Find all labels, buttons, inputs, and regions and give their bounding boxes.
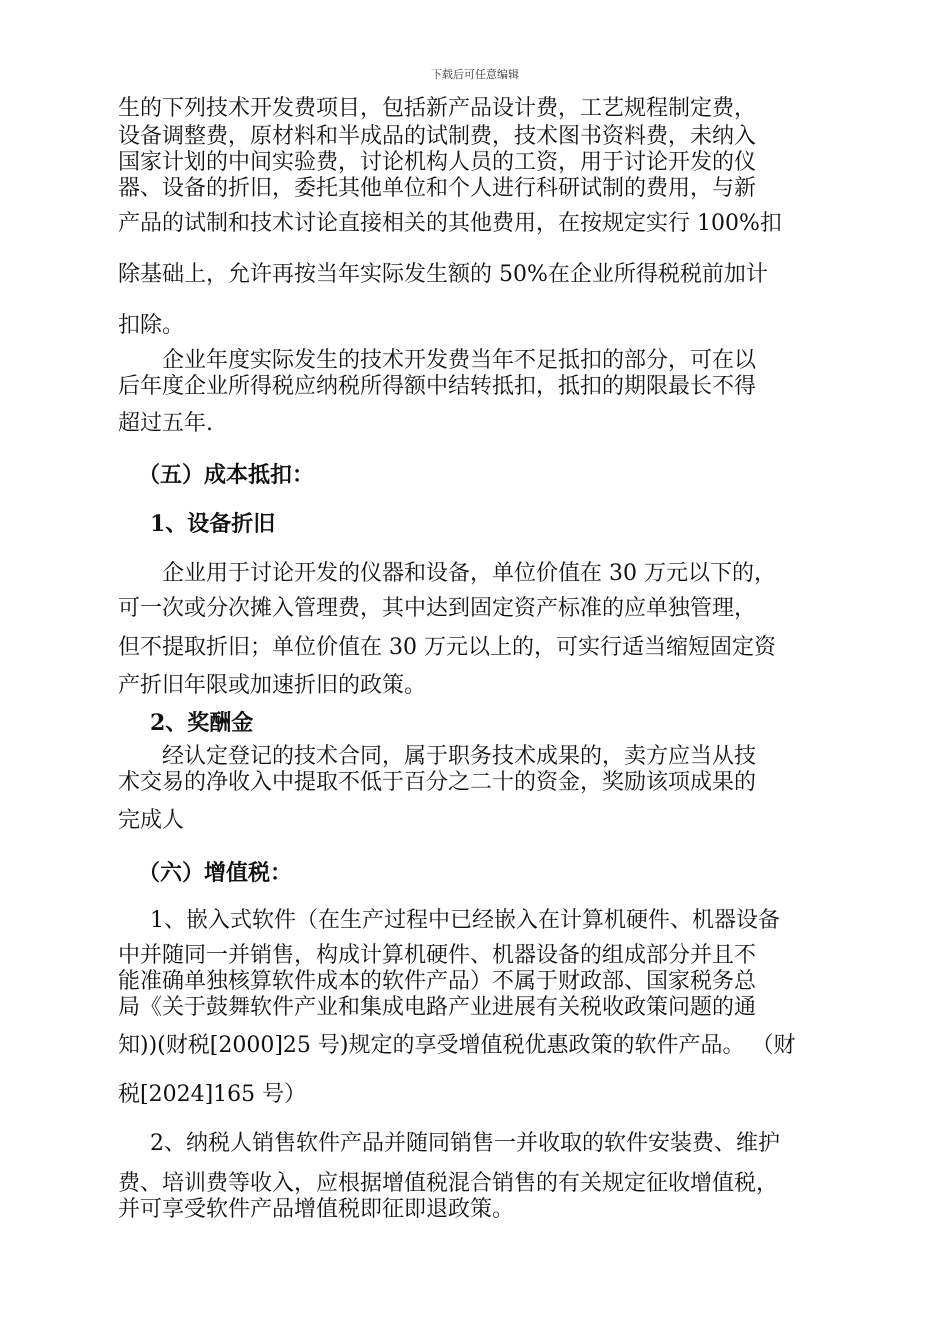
text-line: 企业用于讨论开发的仪器和设备，单位价值在 30 万元以下的， — [162, 561, 776, 586]
text-line: 生的下列技术开发费项目，包括新产品设计费，工艺规程制定费， — [118, 96, 757, 121]
subsection-heading: 2、奖酬金 — [150, 710, 254, 736]
text-line: 超过五年. — [118, 411, 213, 436]
text-line: 除基础上，允许再按当年实际发生额的 50%在企业所得税税前加计 — [118, 262, 768, 287]
text-line: 税[2024]165 号） — [118, 1082, 307, 1107]
text-line: 完成人 — [118, 808, 185, 833]
subsection-heading: 1、设备折旧 — [150, 511, 276, 537]
text-line: 产品的试制和技术讨论直接相关的其他费用，在按规定实行 100%扣 — [118, 211, 782, 236]
section-heading: （五）成本抵扣： — [138, 462, 315, 488]
text-line: 经认定登记的技术合同，属于职务技术成果的，卖方应当从技 — [162, 744, 757, 769]
text-line: 但不提取折旧；单位价值在 30 万元以上的，可实行适当缩短固定资 — [118, 635, 776, 660]
text-line: 费、培训费等收入，应根据增值税混合销售的有关规定征收增值税， — [118, 1171, 779, 1196]
section-heading: （六）增值税： — [138, 860, 293, 886]
text-line: 产折旧年限或加速折旧的政策。 — [118, 673, 427, 698]
text-line: 2、纳税人销售软件产品并随同销售一并收取的软件安装费、维护 — [150, 1131, 780, 1156]
text-line: 可一次或分次摊入管理费，其中达到固定资产标准的应单独管理， — [118, 596, 757, 621]
text-line: 中并随同一并销售，构成计算机硬件、机器设备的组成部分并且不 — [118, 943, 757, 968]
text-line: 局《关于鼓舞软件产业和集成电路产业进展有关税收政策问题的通 — [118, 995, 757, 1020]
text-line: 器、设备的折旧，委托其他单位和个人进行科研试制的费用，与新 — [118, 176, 757, 201]
text-line: 1、嵌入式软件（在生产过程中已经嵌入在计算机硬件、机器设备 — [150, 908, 780, 933]
text-line: 术交易的净收入中提取不低于百分之二十的资金，奖励该项成果的 — [118, 770, 757, 795]
page-header: 下载后可任意编辑 — [431, 68, 519, 81]
text-line: 企业年度实际发生的技术开发费当年不足抵扣的部分，可在以 — [162, 348, 757, 373]
text-line: 设备调整费，原材料和半成品的试制费，技术图书资料费，未纳入 — [118, 124, 757, 149]
text-line: 并可享受软件产品增值税即征即退政策。 — [118, 1197, 515, 1222]
text-line: 扣除。 — [118, 313, 185, 338]
text-line: 后年度企业所得税应纳税所得额中结转抵扣，抵扣的期限最长不得 — [118, 374, 757, 399]
text-line: 知))(财税[2000]25 号)规定的享受增值税优惠政策的软件产品。 （财 — [118, 1033, 796, 1058]
text-line: 国家计划的中间实验费，讨论机构人员的工资，用于讨论开发的仪 — [118, 150, 757, 175]
text-line: 能准确单独核算软件成本的软件产品）不属于财政部、国家税务总 — [118, 969, 757, 994]
